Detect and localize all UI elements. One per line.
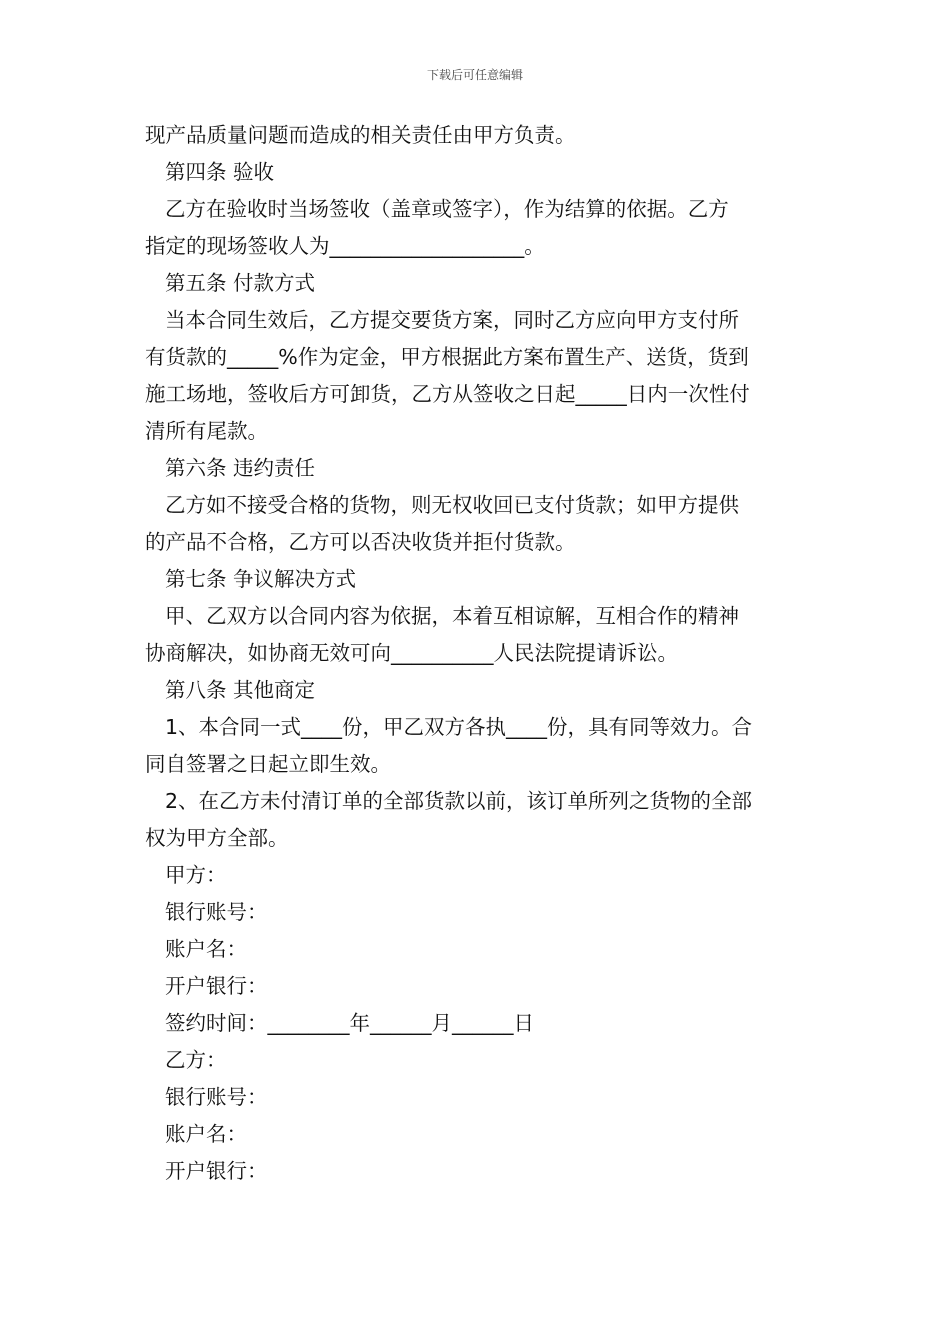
text-line: 施工场地，签收后方可卸货，乙方从签收之日起_____日内一次性付 xyxy=(145,382,750,406)
text-line: 银行账号： xyxy=(165,900,268,924)
text-line: 有货款的_____%作为定金，甲方根据此方案布置生产、送货，货到 xyxy=(145,345,749,369)
text-line: 的产品不合格，乙方可以否决收货并拒付货款。 xyxy=(145,530,576,554)
page-header: 下载后可任意编辑 xyxy=(426,68,523,82)
text-line: 现产品质量问题而造成的相关责任由甲方负责。 xyxy=(145,123,576,147)
text-line: 第七条 争议解决方式 xyxy=(165,567,357,591)
text-line: 甲方： xyxy=(165,863,227,887)
text-line: 清所有尾款。 xyxy=(145,419,268,443)
text-line: 权为甲方全部。 xyxy=(145,826,289,850)
text-line: 甲、乙双方以合同内容为依据，本着互相谅解，互相合作的精神 xyxy=(165,604,739,628)
text-line: 1、本合同一式____份，甲乙双方各执____份，具有同等效力。合 xyxy=(165,715,753,739)
text-line: 账户名： xyxy=(165,1122,247,1146)
text-line: 同自签署之日起立即生效。 xyxy=(145,752,391,776)
text-line: 2、在乙方未付清订单的全部货款以前，该订单所列之货物的全部 xyxy=(165,789,753,813)
text-line: 当本合同生效后，乙方提交要货方案，同时乙方应向甲方支付所 xyxy=(165,308,739,332)
text-line: 协商解决，如协商无效可向__________人民法院提请诉讼。 xyxy=(145,641,678,665)
text-line: 签约时间：________年______月______日 xyxy=(165,1011,534,1035)
text-line: 乙方如不接受合格的货物，则无权收回已支付货款；如甲方提供 xyxy=(165,493,739,517)
document-body xyxy=(145,117,810,1190)
text-line: 第八条 其他商定 xyxy=(165,678,316,702)
text-line: 账户名： xyxy=(165,937,247,961)
text-line: 银行账号： xyxy=(165,1085,268,1109)
text-line: 第五条 付款方式 xyxy=(165,271,316,295)
text-line: 第六条 违约责任 xyxy=(165,456,316,480)
text-line: 指定的现场签收人为___________________。 xyxy=(145,234,545,258)
text-line: 开户银行： xyxy=(165,1159,268,1183)
text-line: 乙方在验收时当场签收（盖章或签字），作为结算的依据。乙方 xyxy=(165,197,729,221)
text-line: 乙方： xyxy=(165,1048,227,1072)
text-line: 开户银行： xyxy=(165,974,268,998)
text-line: 第四条 验收 xyxy=(165,160,275,184)
